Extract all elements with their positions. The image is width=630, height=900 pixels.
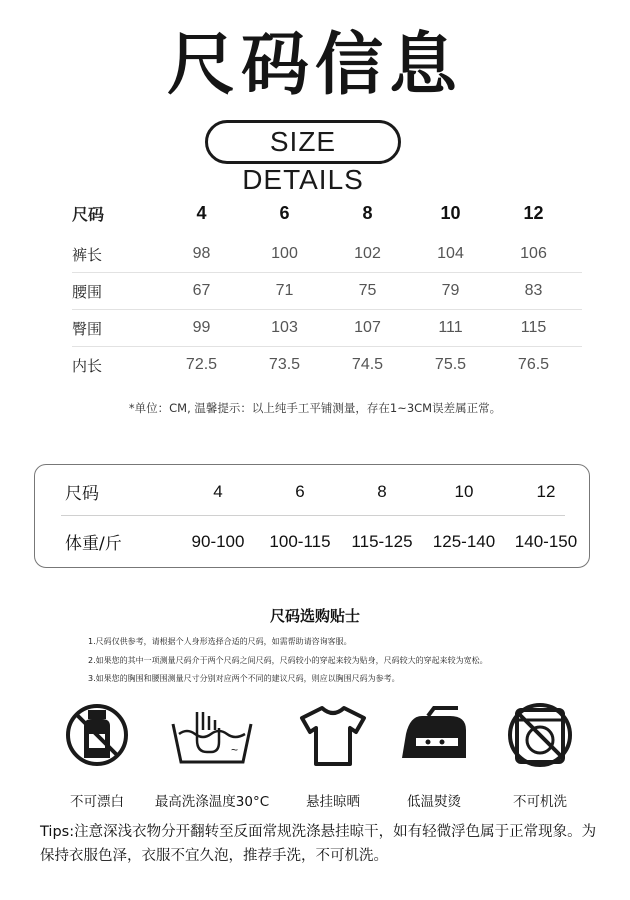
table-cell: 103 (271, 319, 298, 336)
table-cell: 74.5 (351, 356, 384, 373)
table-row (72, 273, 582, 309)
care-icon-item (152, 700, 272, 810)
weight-table (34, 464, 590, 568)
table-cell: 75 (358, 282, 377, 299)
hang-dry-icon (296, 700, 370, 770)
care-icon-item (37, 700, 157, 810)
table-row (72, 310, 582, 346)
row-label: 内长 (72, 356, 103, 375)
size-table-header (72, 190, 582, 236)
table-cell: 75.5 (434, 356, 467, 373)
weight-cell: 100-115 (269, 531, 331, 551)
care-icon-label: 悬挂晾晒 (306, 794, 360, 810)
table-cell: 76.5 (517, 356, 550, 373)
hand-wash-30-icon (167, 700, 257, 770)
row-label: 臀围 (72, 319, 103, 338)
weight-cell: 125-140 (432, 531, 496, 551)
table-cell: 73.5 (268, 356, 301, 373)
size-header-label: 尺码 (72, 204, 105, 224)
table-row (72, 347, 582, 383)
table-cell: 111 (438, 319, 463, 336)
row-label: 裤长 (72, 245, 103, 264)
care-icon-item (480, 700, 600, 810)
table-cell: 98 (192, 245, 211, 262)
care-icons (0, 700, 630, 810)
page-title: 尺码信息 (166, 26, 463, 105)
weight-size-cell: 4 (213, 481, 223, 501)
weight-divider (61, 515, 565, 516)
weight-value-row (65, 529, 587, 554)
weight-size-row (65, 479, 587, 504)
table-cell: 99 (192, 319, 211, 336)
size-header-cell: 6 (279, 202, 290, 223)
table-cell: 102 (354, 245, 381, 262)
tips-title: 尺码选购贴士 (269, 607, 360, 625)
no-bleach-icon (62, 700, 132, 770)
table-cell: 72.5 (185, 356, 218, 373)
care-icon-label: 最高洗涤温度30°C (154, 794, 270, 810)
care-icon-item (374, 700, 494, 810)
weight-cell: 90-100 (191, 531, 245, 551)
svg-text:~: ~ (231, 743, 239, 757)
table-cell: 107 (354, 319, 381, 336)
weight-size-cell: 12 (536, 481, 556, 501)
tip-line: 2.如果您的其中一项测量尺码介于两个尺码之间尺码，尺码较小的穿起来较为贴身，尺码较大的穿起来较为宽松。 (88, 656, 488, 665)
table-cell: 106 (520, 245, 547, 262)
weight-size-cell: 6 (295, 481, 305, 501)
table-cell: 71 (275, 282, 294, 299)
size-header-cell: 4 (196, 202, 207, 223)
table-cell: 104 (437, 245, 464, 262)
weight-cell: 140-150 (514, 531, 578, 551)
table-cell: 100 (271, 245, 298, 262)
weight-size-cell: 10 (454, 481, 474, 501)
weight-label: 体重/斤 (65, 534, 122, 554)
row-label: 腰围 (72, 282, 103, 301)
measurement-note: *单位：CM, 温馨提示：以上纯手工平铺测量，存在1~3CM误差属正常。 (128, 401, 502, 415)
size-header-cell: 12 (523, 202, 544, 223)
table-cell: 79 (441, 282, 460, 299)
table-row (72, 236, 582, 272)
size-header-cell: 10 (440, 202, 461, 223)
page-subtitle: SIZE DETAILS (205, 120, 401, 164)
care-icon-label: 低温熨烫 (407, 794, 461, 810)
weight-size-cell: 8 (377, 481, 387, 501)
table-cell: 67 (192, 282, 211, 299)
no-machine-wash-icon (505, 700, 575, 770)
size-table (72, 190, 582, 383)
table-cell: 115 (520, 319, 547, 336)
tip-line: 3.如果您的胸围和腰围测量尺寸分别对应两个不同的建议尺码，则应以胸围尺码为参考。 (88, 674, 400, 683)
low-iron-icon (394, 700, 474, 770)
care-icon-label: 不可漂白 (70, 794, 124, 810)
tip-line: 1.尺码仅供参考，请根据个人身形选择合适的尺码，如需帮助请咨询客服。 (88, 637, 352, 646)
care-icon-label: 不可机洗 (513, 794, 567, 810)
care-instructions: Tips:注意深浅衣物分开翻转至反面常规洗涤悬挂晾干，如有轻微浮色属于正常现象。为保持衣服色泽，衣服不宜久泡，推荐手洗，不可机洗。 (40, 824, 597, 864)
table-cell: 83 (524, 282, 543, 299)
weight-size-label: 尺码 (65, 484, 99, 504)
size-header-cell: 8 (362, 202, 373, 223)
weight-cell: 115-125 (351, 531, 413, 551)
